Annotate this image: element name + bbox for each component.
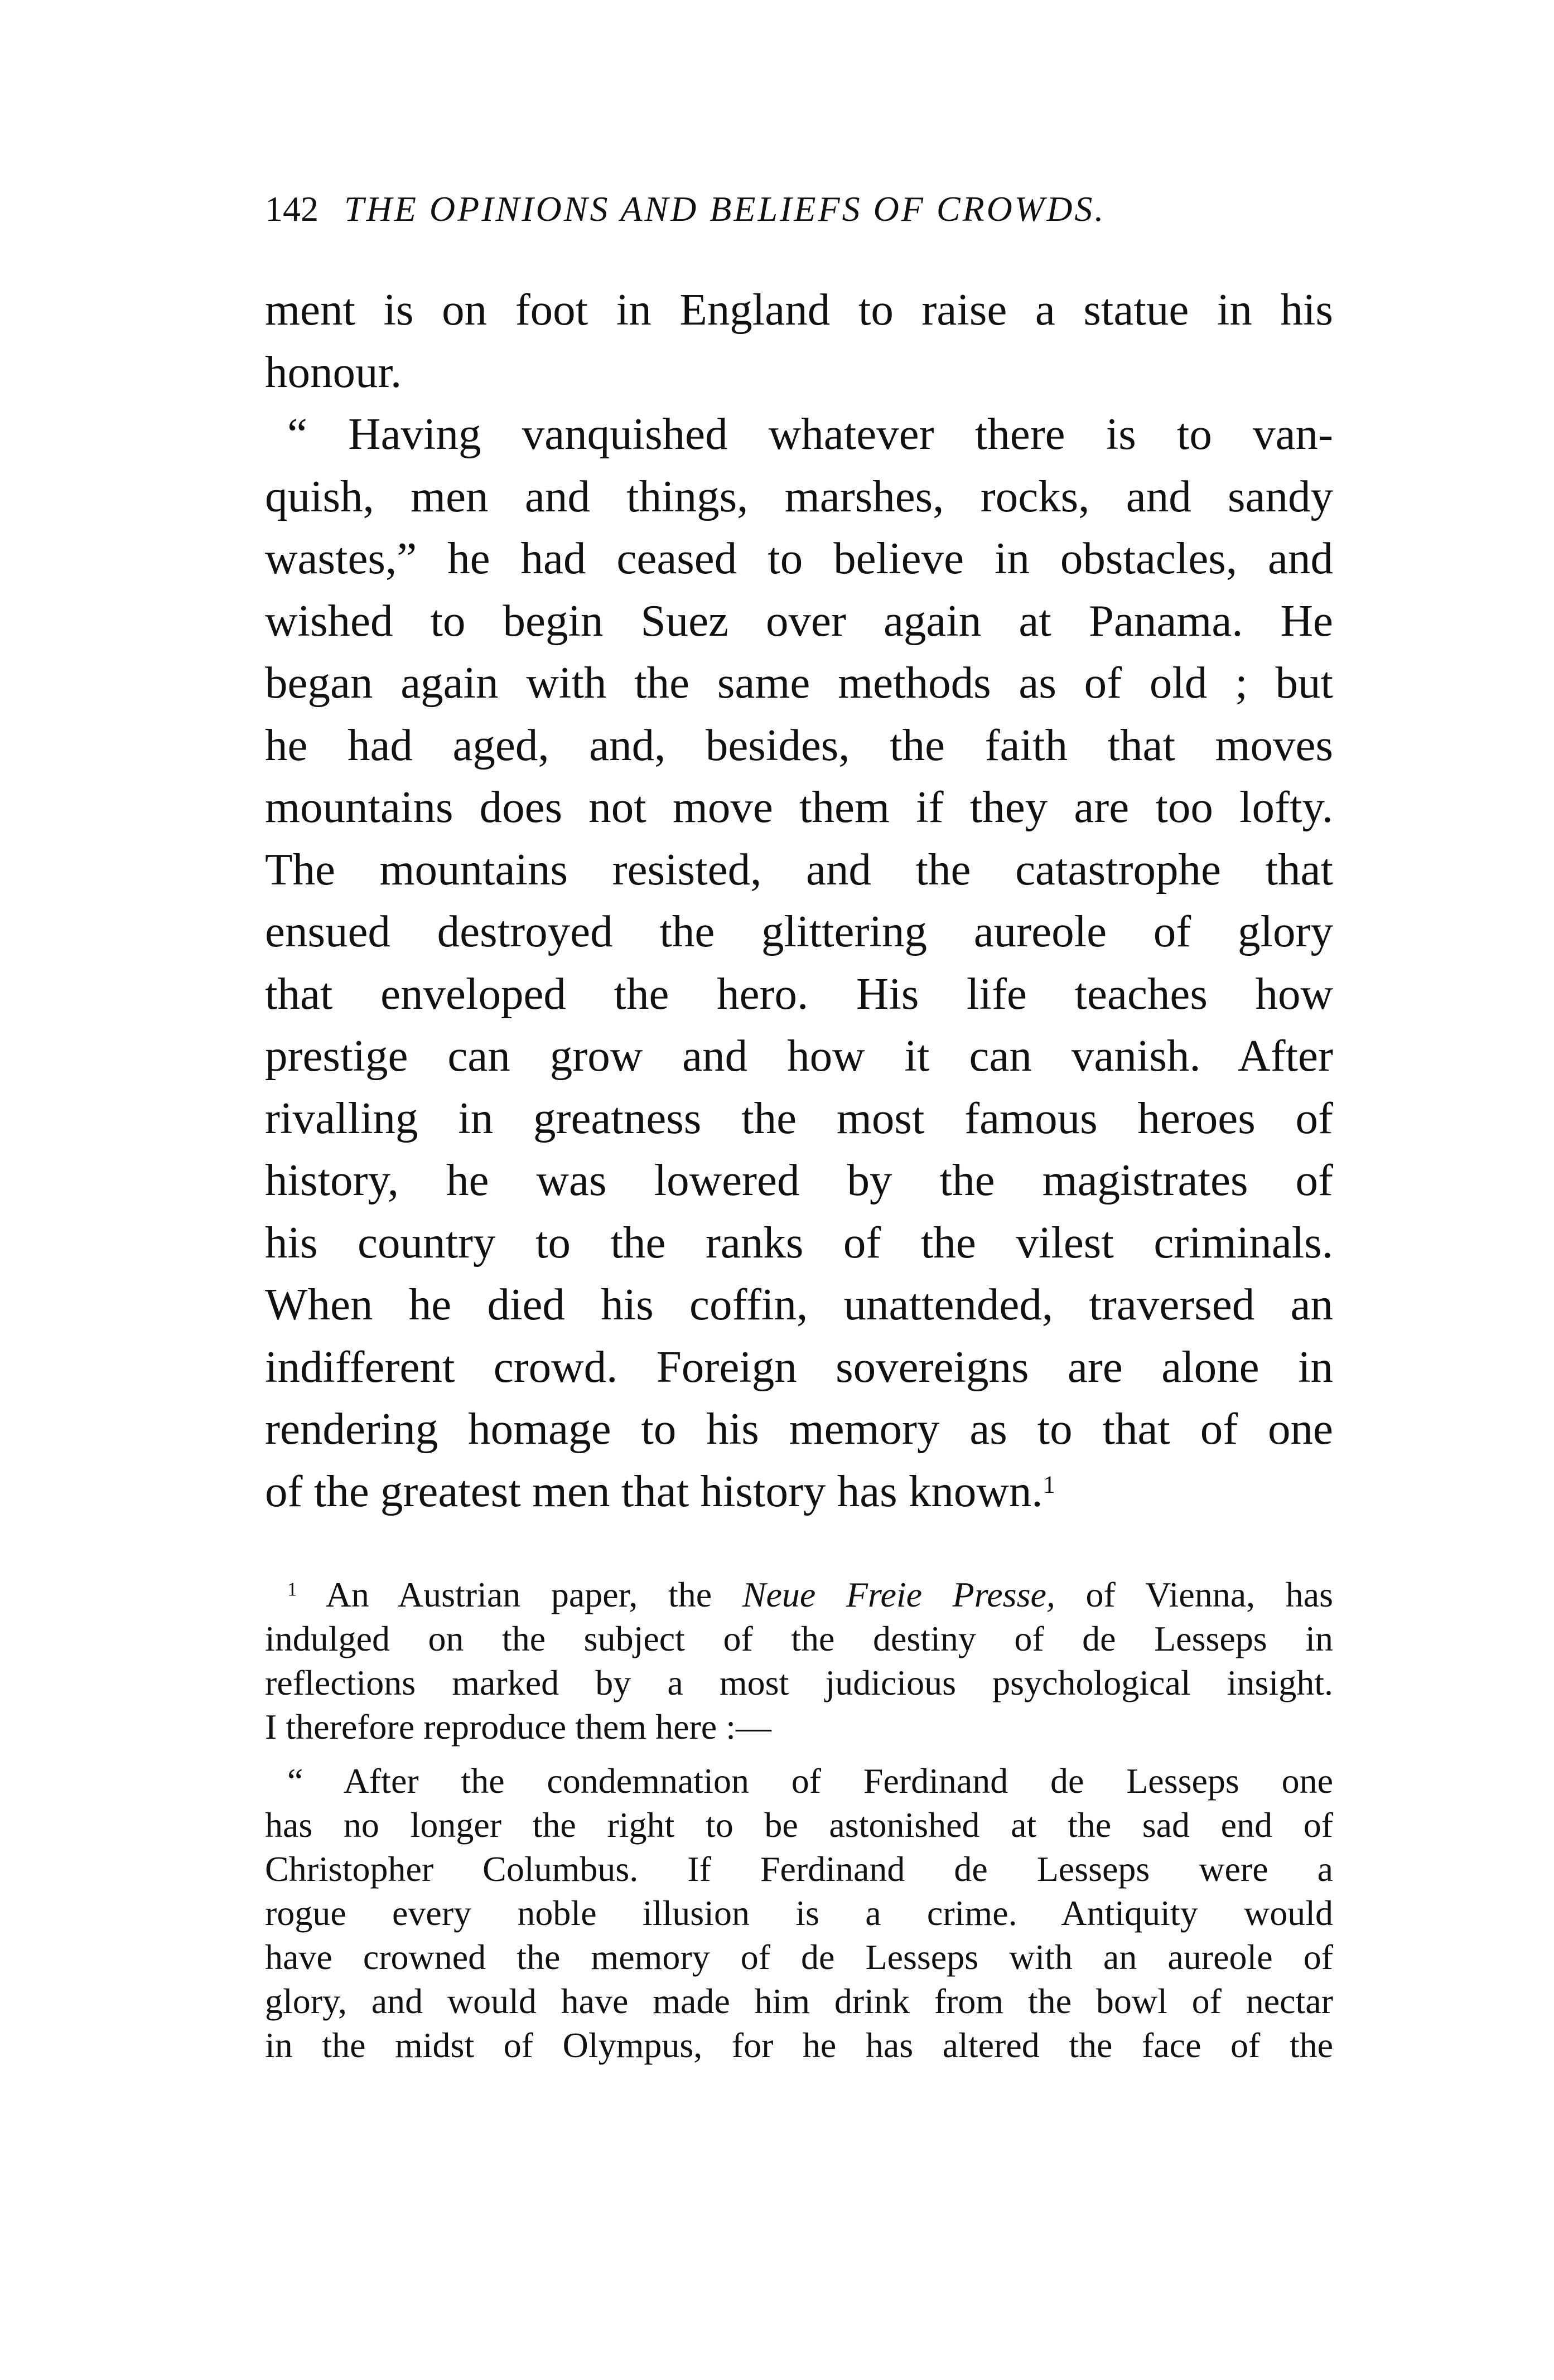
- text-line: rendering homage to his memory as to that of one: [265, 1404, 1333, 1454]
- text-line: indifferent crowd. Foreign sovereigns are alone in: [265, 1341, 1333, 1392]
- footnote-text: An Austrian paper, the: [325, 1575, 712, 1614]
- text-line-last: [265, 1460, 1333, 1523]
- footnote-line: reflections marked by a most judicious psychological insight.: [265, 1663, 1333, 1702]
- footnote-quote-line: “ After the condemnation of Ferdinand de Lesseps one: [287, 1761, 1333, 1801]
- footnote-line: I therefore reproduce them here :—: [265, 1707, 771, 1747]
- text-line: began again with the same methods as of old ; but: [265, 657, 1333, 708]
- text-line: history, he was lowered by the magistrates of: [265, 1155, 1333, 1205]
- footnote-quote-line: in the midst of Olympus, for he has altered the face of the: [265, 2025, 1333, 2065]
- text-line: that enveloped the hero. His life teaches how: [265, 968, 1333, 1019]
- text-line: he had aged, and, besides, the faith that moves: [265, 719, 1333, 770]
- text-line: The mountains resisted, and the catastrophe that: [265, 844, 1333, 894]
- footnote-quote-line: have crowned the memory of de Lesseps with an aureole of: [265, 1937, 1333, 1977]
- text-line: wished to begin Suez over again at Panama. He: [265, 595, 1333, 646]
- text-line: ment is on foot in England to raise a statue in his: [265, 284, 1333, 335]
- newspaper-title: Neue Freie Presse,: [742, 1575, 1055, 1614]
- page-number: 142: [265, 189, 318, 229]
- text-line: wastes,” he had ceased to believe in obstacles, and: [265, 533, 1333, 583]
- footnote-quote-line: has no longer the right to be astonished at the sad end of: [265, 1805, 1333, 1845]
- main-text: [265, 279, 1333, 1522]
- text-line: ensued destroyed the glittering aureole of glory: [265, 906, 1333, 956]
- footnote-quote-line: glory, and would have made him drink from the bowl of nectar: [265, 1981, 1333, 2021]
- footnote-first-line: [265, 1573, 1333, 1617]
- footnote-quote-line: Christopher Columbus. If Ferdinand de Lesseps were a: [265, 1849, 1333, 1889]
- text-line: mountains does not move them if they are too lofty.: [265, 782, 1333, 832]
- running-header: [265, 184, 1341, 234]
- footnote-quote-line: rogue every noble illusion is a crime. Antiquity would: [265, 1893, 1333, 1933]
- text-line: honour.: [265, 346, 402, 397]
- text-line: quish, men and things, marshes, rocks, and sandy: [265, 471, 1333, 521]
- footnote-marker: 1: [287, 1578, 297, 1600]
- footnote-reference: 1: [1043, 1470, 1055, 1498]
- text-line: prestige can grow and how it can vanish. After: [265, 1031, 1333, 1081]
- footnote-text: of Vienna, has: [1085, 1575, 1334, 1614]
- text-line-content: of the greatest men that history has known.: [265, 1465, 1043, 1516]
- footnote-line: indulged on the subject of the destiny of de Lesseps in: [265, 1619, 1333, 1658]
- text-line: When he died his coffin, unattended, traversed an: [265, 1279, 1333, 1329]
- text-line: “ Having vanquished whatever there is to van-: [287, 409, 1333, 459]
- footnotes: [265, 1573, 1333, 2067]
- text-line: rivalling in greatness the most famous heroes of: [265, 1092, 1333, 1143]
- running-title: THE OPINIONS AND BELIEFS OF CROWDS.: [344, 189, 1106, 229]
- text-line: his country to the ranks of the vilest criminals.: [265, 1217, 1333, 1268]
